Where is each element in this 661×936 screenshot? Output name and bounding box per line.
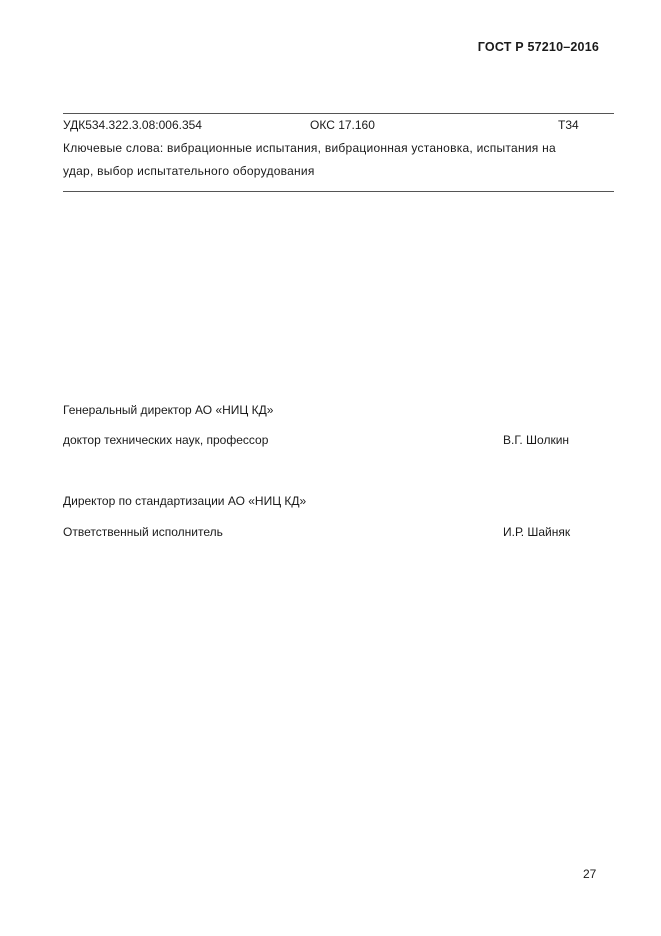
signatory-2-name: И.Р. Шайняк	[503, 525, 571, 539]
oks-code: ОКС 17.160	[310, 118, 375, 132]
signatory-2-title: Ответственный исполнитель	[63, 525, 223, 539]
page-number: 27	[583, 867, 597, 881]
top-divider	[63, 113, 614, 114]
signatory-1-title: доктор технических наук, профессор	[63, 433, 269, 447]
signatory-1-position: Генеральный директор АО «НИЦ КД»	[63, 403, 274, 417]
bottom-divider	[63, 191, 614, 192]
signatory-2-position: Директор по стандартизации АО «НИЦ КД»	[63, 494, 307, 508]
keywords-line-1: Ключевые слова: вибрационные испытания, вибрационная установка, испытания на	[63, 141, 556, 155]
classifier-code: Т34	[558, 118, 579, 132]
document-standard-number: ГОСТ Р 57210–2016	[477, 40, 599, 54]
signatory-1-name: В.Г. Шолкин	[503, 433, 570, 447]
keywords-line-2: удар, выбор испытательного оборудования	[63, 164, 315, 178]
udk-code: УДК534.322.3.08:006.354	[63, 118, 202, 132]
